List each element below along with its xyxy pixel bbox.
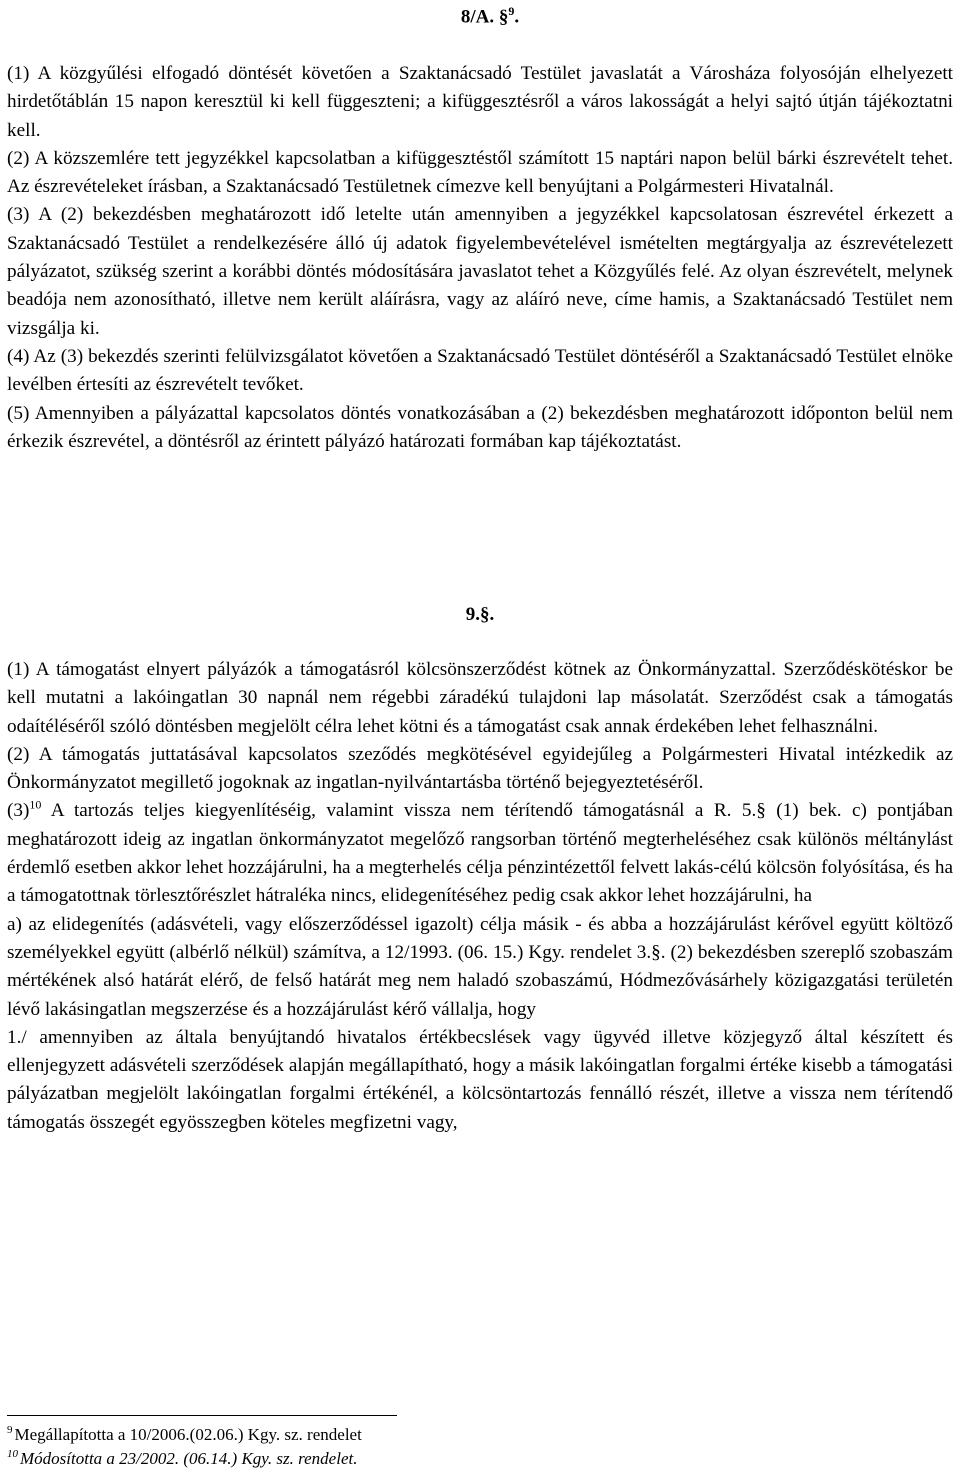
footnote-9 [7,1423,907,1447]
footnote-ref: 10 [29,798,42,813]
footnote-number: 10 [7,1448,18,1461]
paragraph-8a-2: (2) A közszemlére tett jegyzékkel kapcsolatban a kifüggesztéstől számított 15 naptári napon belül bárki észrevételt tehet. Az észrevételeket írásban, a Szaktanácsadó Testületnek címezve kell benyújtani a Polgármesteri Hivatalnál. [7,147,953,198]
section-8a-body [7,60,953,456]
section-heading-8a [10,4,960,28]
paragraph-8a-5: (5) Amennyiben a pályázattal kapcsolatos döntés vonatkozásában a (2) bekezdésben meghatározott időponton belül nem érkezik észrevétel, a döntésről az érintett pályázó határozati formában kap tájékoztatást. [7,402,953,452]
paragraph-9-2: (2) A támogatás juttatásával kapcsolatos szeződés megkötésével egyidejűleg a Polgármesteri Hivatal intézkedik az Önkormányzatot megillető jogoknak az ingatlan-nyilvántartásba történő bejegyeztetéséről. [7,743,953,794]
paragraph-8a-1: (1) A közgyűlési elfogadó döntését követően a Szaktanácsadó Testület javaslatát a Városháza folyosóján elhelyezett hirdetőtáblán 15 napon keresztül ki kell függeszteni; a kifüggesztésről a város lakosságát a helyi sajtó útján tájékoztatni kell. [7,63,953,141]
footnote-ref: 9 [508,4,515,18]
paragraph-8a-3: (3) A (2) bekezdésben meghatározott idő letelte után amennyiben a jegyzékkel kapcsolatosan észrevétel érkezett a Szaktanácsadó Testület a rendelkezésére álló új adatok figyelembevételével ismételten megtárgyalja az észrevételezett pályázatot, szükség szerint a korábbi döntés módosítására javaslatot tehet a Közgyűlés felé. Az olyan észrevételt, melynek beadója nem azonosítható, illetve nem került aláírásra, vagy az aláíró neve, címe hamis, a Szaktanácsadó Testület nem vizsgálja ki. [7,204,953,339]
paragraph-8a-4: (4) Az (3) bekezdés szerinti felülvizsgálatot követően a Szaktanácsadó Testület döntéséről a Szaktanácsadó Testület elnöke levélben értesíti az észrevételt tevőket. [7,345,953,396]
paragraph-9-1: (1) A támogatást elnyert pályázók a támogatásról kölcsönszerződést kötnek az Önkormányzattal. Szerződéskötéskor be kell mutatni a lakóingatlan 30 napnál nem régebbi záradékú tulajdoni lap másolatát. Szerződést csak a támogatás odaítéléséről szóló döntésben megjelölt célra lehet kötni és a támogatást csak annak érdekében lehet felhasználni. [7,659,953,737]
footnote-10 [7,1447,907,1471]
paragraph-text: A tartozás teljes kiegyenlítéséig, valamint vissza nem térítendő támogatásnál a R. 5.§ (1) bek. c) pontjában meghatározott ideig az ingatlan önkormányzatot megelőző rangsorban történő megterheléséhez csak különös méltánylást érdemlő esetben akkor lehet hozzájárulni, ha a megterhelés célja pénzintézettől felvett lakás-célú kölcsön folyósítása, és ha a támogatottnak törlesztőrészlet hátraléka nincs, elidegenítéséhez pedig csak akkor lehet hozzájárulni, ha [7,800,953,907]
section-9-body [7,656,953,1137]
paragraph-9-3 [7,797,953,910]
footnote-text: Megállapította a 10/2006.(02.06.) Kgy. sz. rendelet [14,1425,362,1444]
paragraph-9-3a1: 1./ amennyiben az általa benyújtandó hivatalos értékbecslések vagy ügyvéd illetve közjegyző által készített és ellenjegyzett adásvételi szerződések alapján megállapítható, hogy a másik lakóingatlan forgalmi értéke kisebb a támogatási pályázatban megjelölt lakóingatlan forgalmi értékénél, a kölcsöntartozás fennálló részét, illetve a vissza nem térítendő támogatás összegét egyösszegben köteles megfizetni vagy, [7,1026,953,1133]
footnote-number: 9 [7,1424,13,1437]
paragraph-prefix: (3) [7,800,30,822]
heading-text: 8/A. § [460,6,509,28]
footnotes [7,1423,907,1471]
heading-tail: . [514,6,520,28]
footnote-divider [7,1415,397,1416]
footnote-text: Módosította a 23/2002. (06.14.) Kgy. sz. rendelet. [20,1449,358,1468]
section-heading-9 [0,604,960,626]
paragraph-9-3a: a) az elidegenítés (adásvételi, vagy előszerződéssel igazolt) célja másik - és abba a hozzájárulást kérővel együtt költöző személyekkel együtt (albérlő nélkül) számítva, a 12/1993. (06. 15.) Kgy. rendelet 3.§. (2) bekezdésben szereplő szobaszám mértékének alsó határát elérő, de felső határát meg nem haladó szobaszámú, Hódmezővásárhely közigazgatási területén lévő lakásingatlan megszerzése és a hozzájárulást kérő vállalja, hogy [7,913,953,1020]
heading-text: 9.§. [465,604,495,625]
